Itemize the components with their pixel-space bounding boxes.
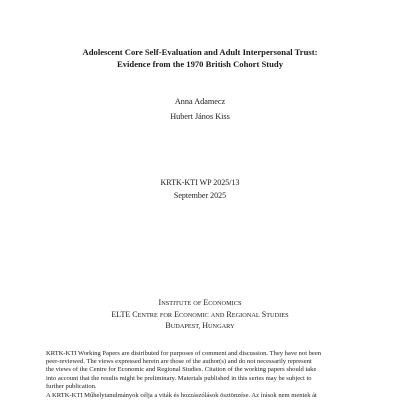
paper-title-line-2: Evidence from the 1970 British Cohort Study <box>117 58 283 69</box>
paper-title <box>0 47 400 70</box>
disclaimer-line: A KRTK-KTI Műhelytanulmányok célja a viták és hozzászólások ösztönzése. Az írások nem mentek át <box>46 392 317 399</box>
disclaimer-line: peer-reviewed. The views expressed herein are those of the author(s) and do not necessarily represent <box>46 358 312 366</box>
centre-name: ELTE CENTRE FOR ECONOMIC AND REGIONAL STUDIES <box>111 309 289 319</box>
author-name: Anna Adamecz <box>174 97 226 106</box>
working-paper-number: KRTK-KTI WP 2025/13 <box>160 178 240 187</box>
working-paper-info <box>0 176 400 202</box>
institute-location: BUDAPEST, HUNGARY <box>165 321 235 330</box>
author-list <box>0 95 400 124</box>
author-name: Hubert János Kiss <box>170 111 230 121</box>
disclaimer-line: KRTK-KTI Working Papers are distributed for purposes of comment and discussion. They have not been <box>46 350 322 357</box>
disclaimer-line: further publication. <box>46 382 97 390</box>
disclaimer-line: the views of the Centre for Economic and Regional Studies. Citation of the working papers should take <box>46 366 317 374</box>
institute-name: INSTITUTE OF ECONOMICS <box>158 298 242 307</box>
disclaimer-line: into account that the results might be preliminary. Materials published in this series may be subject to <box>46 374 312 382</box>
institute-block <box>0 298 400 333</box>
disclaimer-english <box>46 350 355 391</box>
disclaimer-hungarian <box>46 392 355 400</box>
publication-date: September 2025 <box>173 191 227 200</box>
paper-title-line-1: Adolescent Core Self-Evaluation and Adult Interpersonal Trust: <box>82 47 318 57</box>
